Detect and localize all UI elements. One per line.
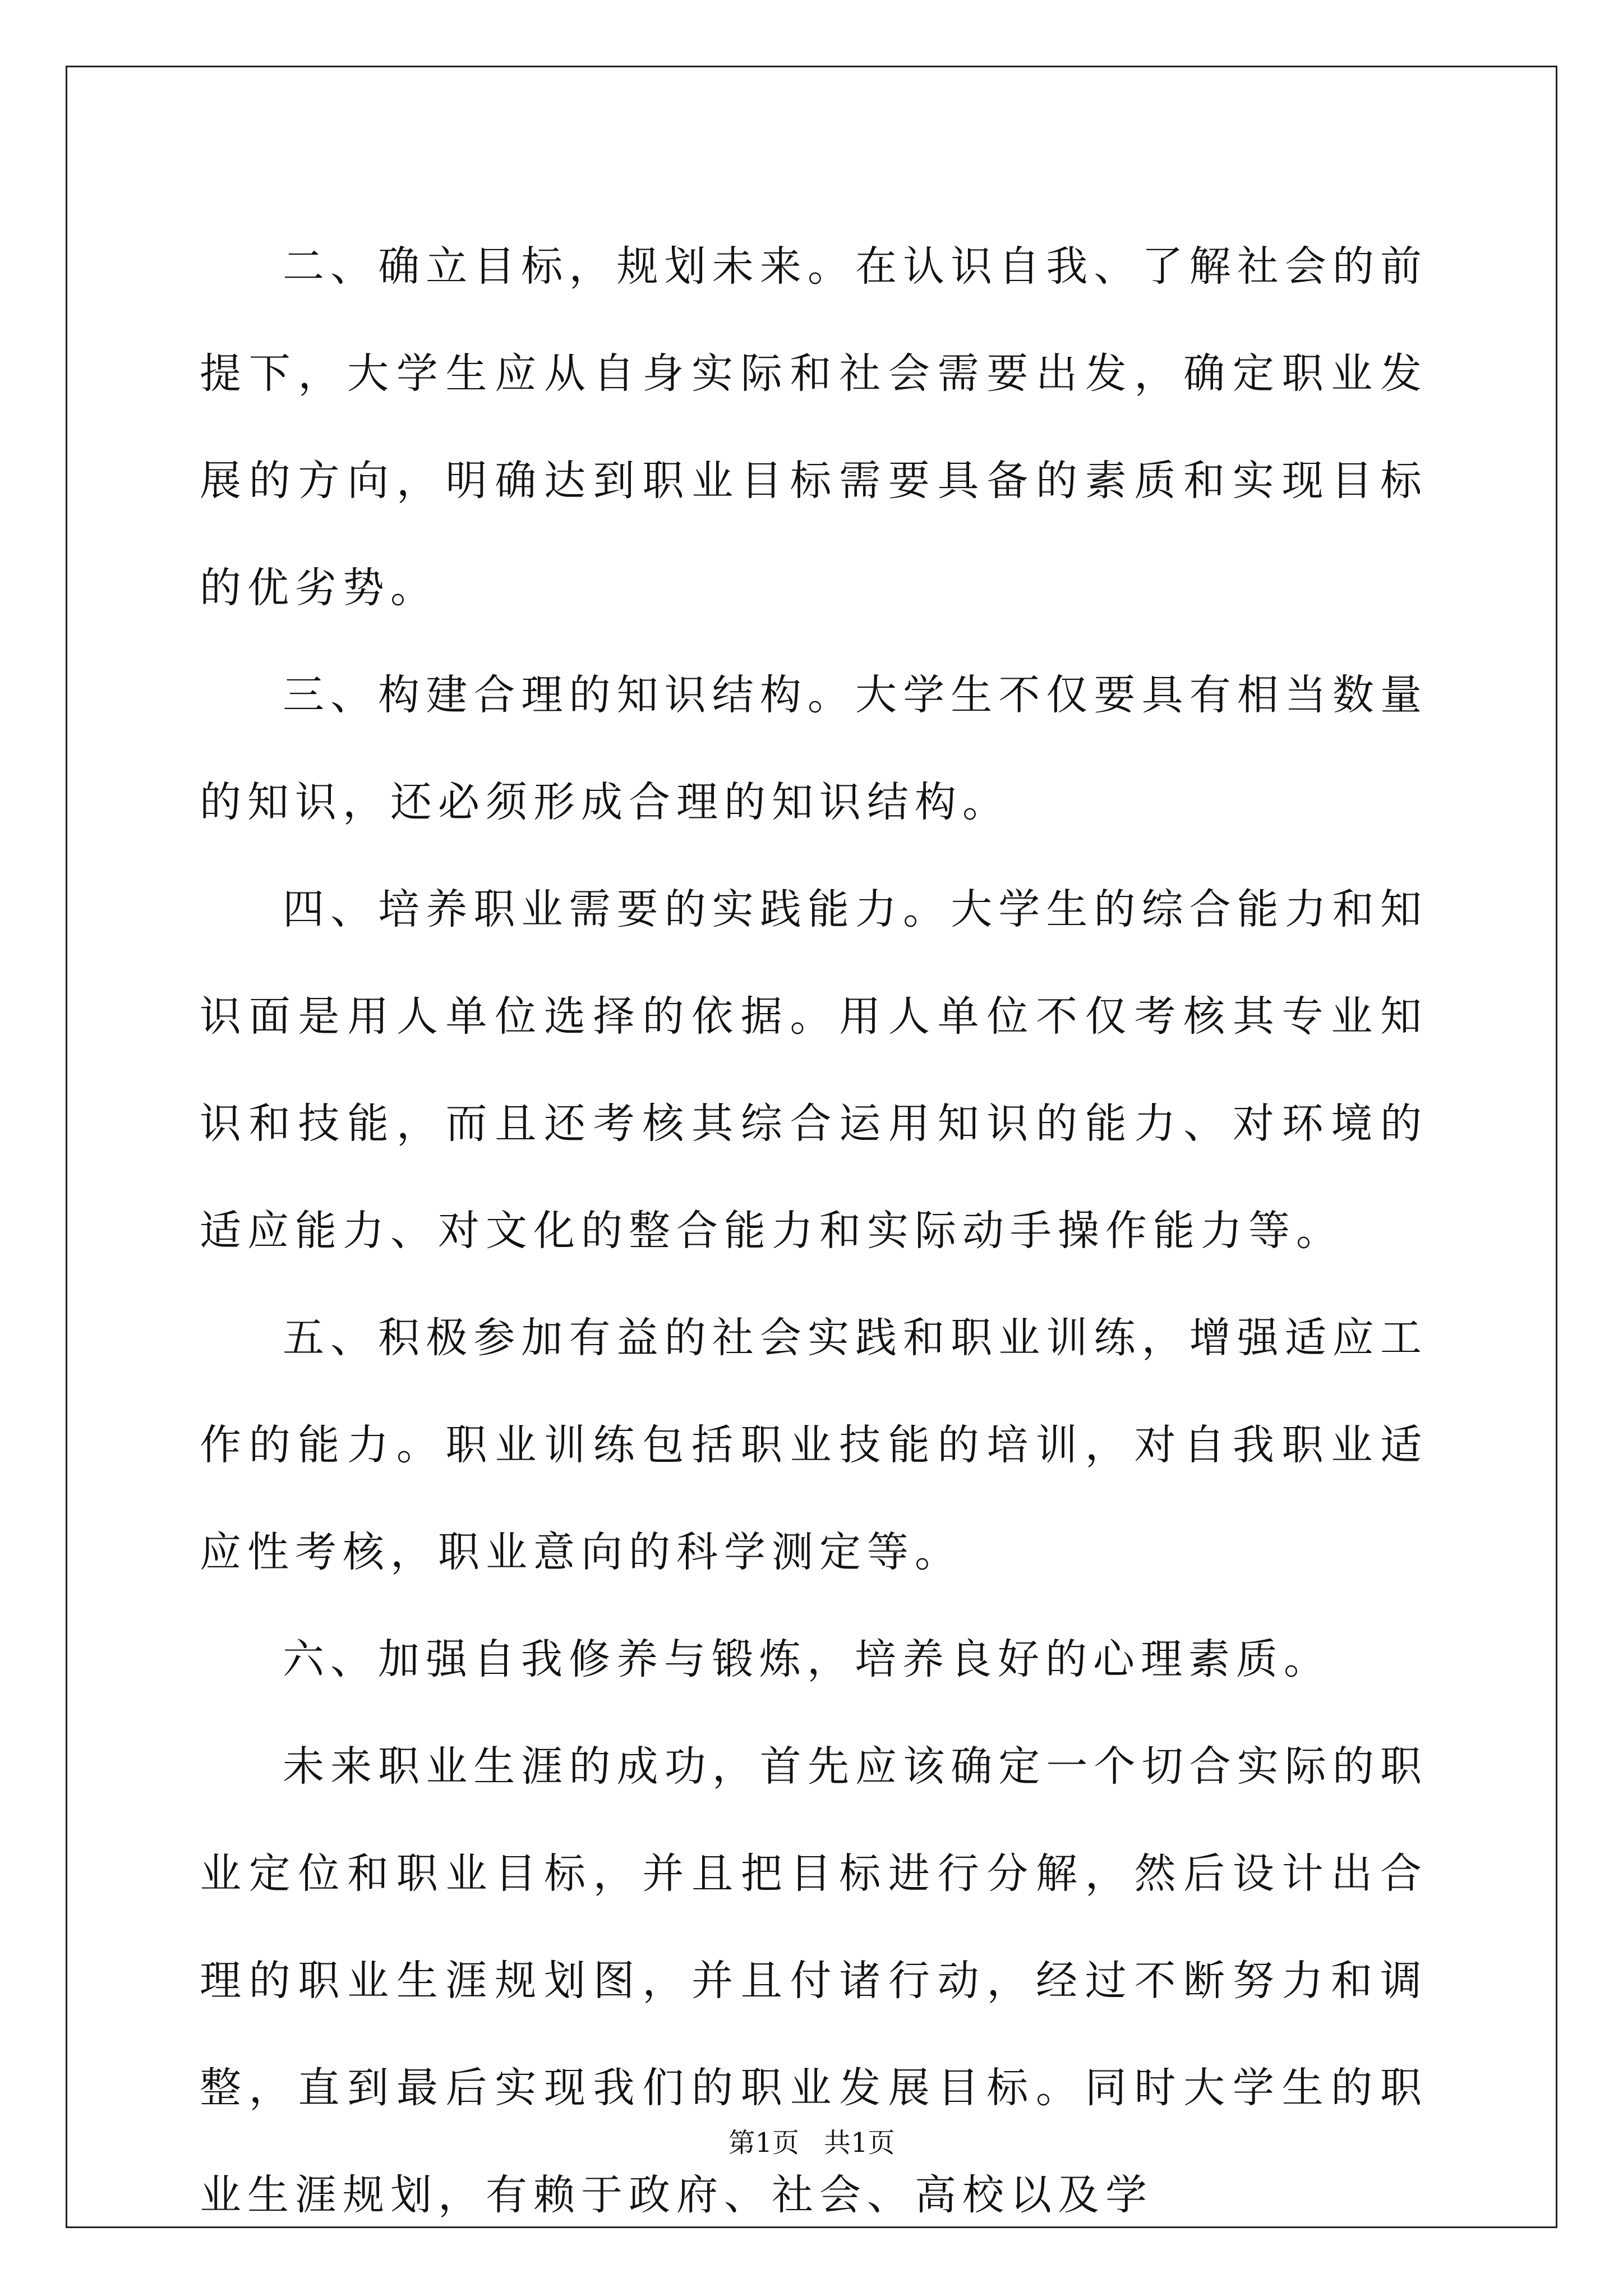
paragraph-social-practice: 五、积极参加有益的社会实践和职业训练，增强适应工作的能力。职业训练包括职业技能的培训，对自我职业适应性考核，职业意向的科学测定等。 xyxy=(200,1314,1428,1576)
document-body xyxy=(200,213,1428,2249)
paragraph-self-cultivation: 六、加强自我修养与锻炼，培养良好的心理素质。 xyxy=(283,1635,1331,1683)
page-footer xyxy=(0,2126,1623,2160)
page-number: 第1页 xyxy=(728,2127,799,2159)
paragraph-knowledge-structure: 三、构建合理的知识结构。大学生不仅要具有相当数量的知识，还必须形成合理的知识结构。 xyxy=(200,671,1428,826)
paragraph-practical-ability: 四、培养职业需要的实践能力。大学生的综合能力和知识面是用人单位选择的依据。用人单位不仅考核其专业知识和技能，而且还考核其综合运用知识的能力、对环境的适应能力、对文化的整合能力和实际动手操作能力等。 xyxy=(200,885,1428,1255)
paragraph-career-success: 未来职业生涯的成功，首先应该确定一个切合实际的职业定位和职业目标，并且把目标进行分解，然后设计出合理的职业生涯规划图，并且付诸行动，经过不断努力和调整，直到最后实现我们的职业发展目标。同时大学生的职业生涯规划，有赖于政府、社会、高校以及学 xyxy=(200,1742,1428,2219)
page-total: 共1页 xyxy=(824,2127,895,2159)
paragraph-goal-setting: 二、确立目标，规划未来。在认识自我、了解社会的前提下，大学生应从自身实际和社会需要出发，确定职业发展的方向，明确达到职业目标需要具备的素质和实现目标的优劣势。 xyxy=(200,242,1428,612)
